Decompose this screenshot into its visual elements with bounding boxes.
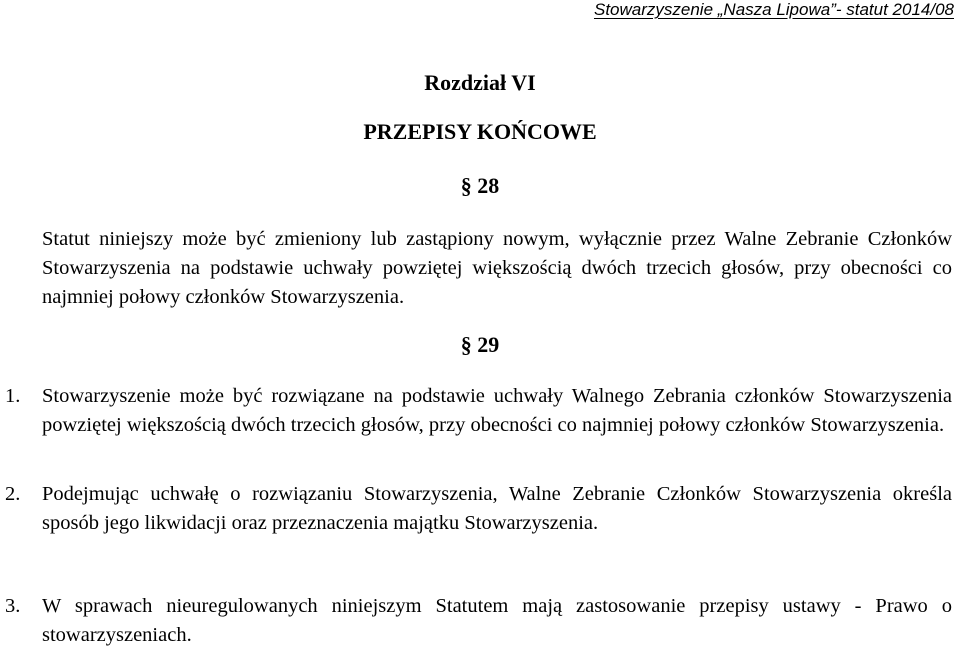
chapter-title: PRZEPISY KOŃCOWE	[363, 119, 597, 144]
paragraph-number-2: 2.	[5, 483, 21, 505]
paragraph-number-1: 1.	[5, 385, 21, 407]
section-29-paragraph-1: Stowarzyszenie może być rozwiązane na podstawie uchwały Walnego Zebrania członków Stowarzyszenia powziętej większością dwóch trzecich głosów, przy obecności co najmniej połowy członków Stowarzyszenia.	[42, 385, 952, 436]
section-29-paragraph-3: W sprawach nieuregulowanych niniejszym Statutem mają zastosowanie przepisy ustawy - Prawo o stowarzyszeniach.	[42, 595, 952, 646]
section-28-paragraph: Statut niniejszy może być zmieniony lub zastąpiony nowym, wyłącznie przez Walne Zebranie Członków Stowarzyszenia na podstawie uchwały powziętej większością dwóch trzecich głosów, przy obecności co najmniej połowy członków Stowarzyszenia.	[42, 228, 952, 308]
section-29-paragraph-2: Podejmując uchwałę o rozwiązaniu Stowarzyszenia, Walne Zebranie Członków Stowarzyszenia określa sposób jego likwidacji oraz przeznaczenia majątku Stowarzyszenia.	[42, 483, 952, 534]
section-heading-29: § 29	[460, 332, 500, 357]
paragraph-number-3: 3.	[5, 595, 21, 617]
running-header: Stowarzyszenie „Nasza Lipowa”- statut 2014/08	[593, 0, 954, 19]
section-heading-28: § 28	[460, 173, 500, 198]
chapter-number: Rozdział VI	[424, 70, 536, 95]
